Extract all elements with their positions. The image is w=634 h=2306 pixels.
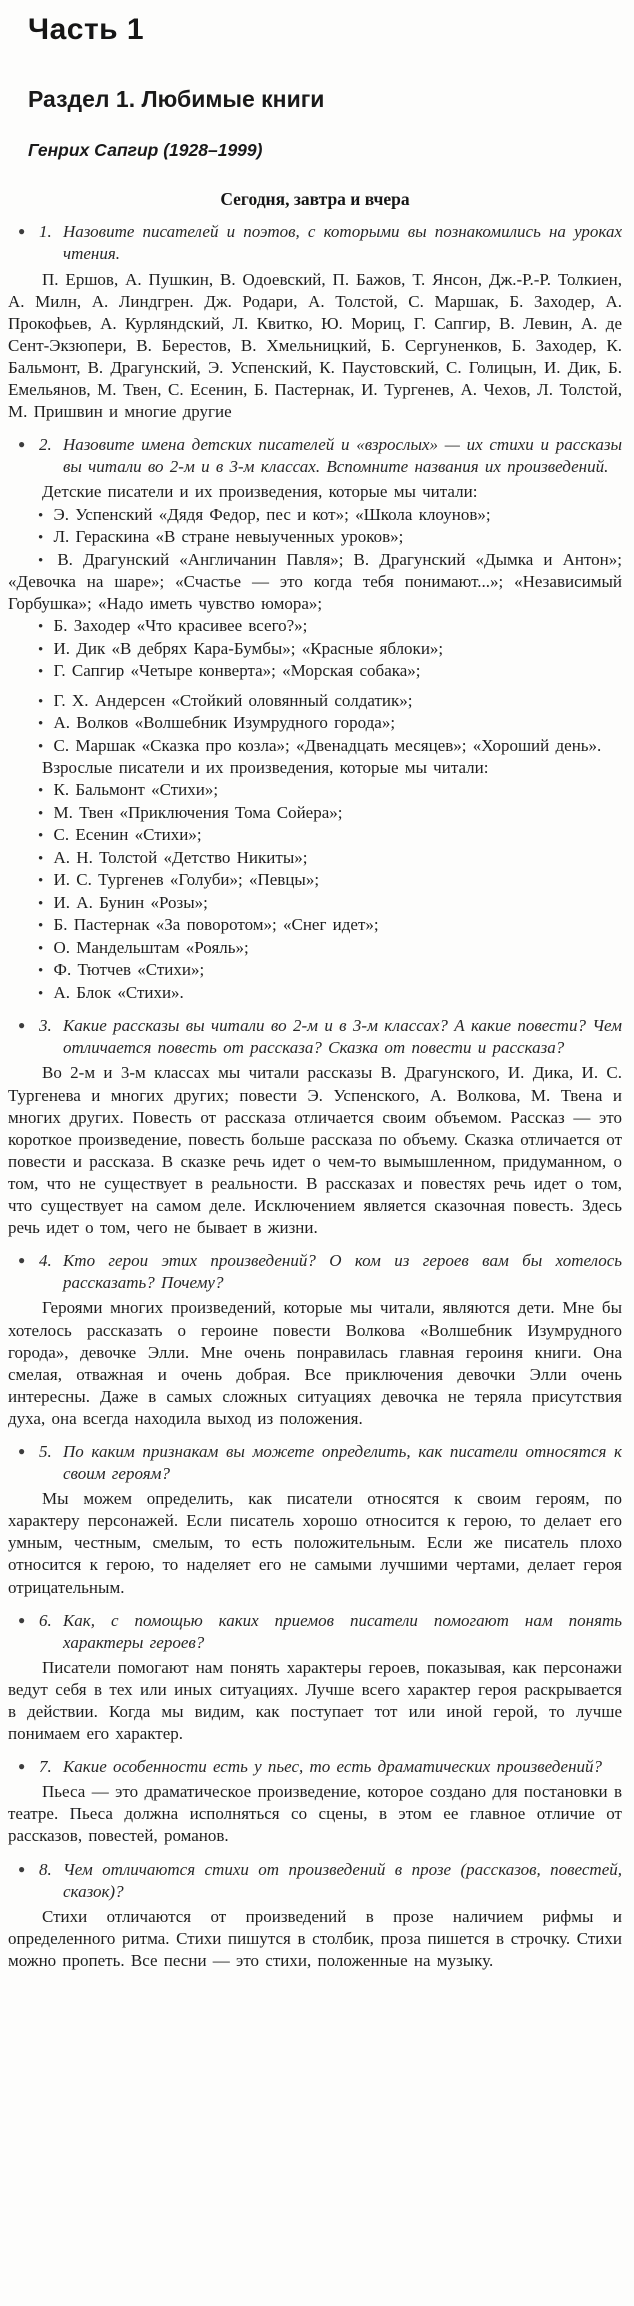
chapter-title: Сегодня, завтра и вчера: [220, 188, 410, 209]
section-title: Раздел 1. Любимые книги: [28, 86, 325, 112]
list-item: [8, 660, 622, 683]
list-item: [8, 869, 622, 892]
list-item-text: М. Твен «Приключения Тома Сойера»;: [47, 802, 343, 822]
list-item: [8, 892, 622, 915]
list-item-text: С. Есенин «Стихи»;: [47, 825, 202, 845]
list-item-text: А. Блок «Стихи».: [47, 982, 184, 1002]
list-item-text: А. Н. Толстой «Детство Никиты»;: [47, 847, 308, 867]
part-title: Часть 1: [28, 13, 145, 46]
question-number: 7.: [39, 1757, 52, 1777]
question-number: 6.: [39, 1610, 52, 1630]
question-text: Чем отличаются стихи от произведений в прозе (рассказов, повестей, сказок)?: [63, 1859, 622, 1901]
list-item-text: К. Бальмонт «Стихи»;: [47, 780, 219, 800]
list-item-text: Б. Заходер «Что красивее всего?»;: [47, 616, 308, 636]
list-item-text: Б. Пастернак «За поворотом»; «Снег идет»;: [47, 915, 379, 935]
question-bullet-icon: ●: [18, 1253, 26, 1268]
question-text: Как, с помощью каких приемов писатели помогают нам понять характеры героев?: [63, 1610, 622, 1652]
author-heading: Генрих Сапгир (1928–1999): [28, 139, 263, 160]
list-item: [8, 638, 622, 661]
content-blocks: [8, 221, 622, 1972]
question-number: 5.: [39, 1441, 52, 1461]
list-item: [8, 937, 622, 960]
bullet-icon: •: [38, 805, 44, 822]
list-item-text: Г. Сапгир «Четыре конверта»; «Морская собака»;: [47, 661, 421, 681]
bullet-icon: •: [38, 641, 44, 658]
question-bullet-icon: ●: [18, 1612, 26, 1627]
list-item-text: Ф. Тютчев «Стихи»;: [47, 960, 205, 980]
question-item: [8, 1859, 622, 1903]
list-item: [8, 982, 622, 1005]
question-text: Назовите писателей и поэтов, с которыми вы познакомились на уроках чтения.: [63, 222, 622, 264]
list-item: [8, 712, 622, 735]
list-item-text: И. Дик «В дебрях Кара-Бумбы»; «Красные яблоки»;: [47, 638, 444, 658]
bullet-icon: •: [38, 507, 44, 524]
bullet-icon: •: [38, 940, 44, 957]
bullet-icon: •: [38, 895, 44, 912]
question-number: 3.: [39, 1016, 52, 1036]
bullet-icon: •: [38, 716, 44, 733]
question-bullet-icon: ●: [18, 1443, 26, 1458]
bullet-icon: •: [38, 850, 44, 867]
list-item-text: И. С. Тургенев «Голуби»; «Певцы»;: [47, 870, 320, 890]
question-item: [8, 1610, 622, 1654]
question-item: [8, 221, 622, 265]
question-number: 1.: [39, 222, 52, 242]
list-item-text: Л. Гераскина «В стране невыученных уроков»;: [47, 527, 404, 547]
list-item: [8, 779, 622, 802]
bullet-icon: •: [38, 873, 44, 890]
bullet-icon: •: [38, 783, 44, 800]
list-item: [8, 959, 622, 982]
answer-paragraph: Во 2-м и 3-м классах мы читали рассказы В. Драгунского, И. Дика, И. С. Тургенева и многих других; повести Э. Успенского, А. Волкова, М. Твена и многих других. Повесть от рассказа отличается своим объемом. Рассказ — это короткое произведение, повесть больше рассказа по объему. Сказка отличается от повести и рассказа. В сказке речь идет о чем-то вымышленном, придуманном, о том, что не существует в реальности. В рассказах и повестях речь идет о том, что существует на самом деле. Исключением является сказочная повесть. Здесь речь идет о том, чего не бывает в жизни.: [8, 1063, 622, 1238]
bullet-icon: •: [38, 918, 44, 935]
question-number: 4.: [39, 1251, 52, 1271]
question-text: Какие рассказы вы читали во 2-м и в 3-м классах? А какие повести? Чем отличается повесть от рассказа? Сказка от повести и рассказа?: [63, 1016, 622, 1058]
list-item: [8, 549, 622, 616]
bullet-icon: •: [38, 828, 44, 845]
question-item: [8, 434, 622, 478]
list-item-text: А. Волков «Волшебник Изумрудного города»;: [47, 713, 396, 733]
question-text: Какие особенности есть у пьес, то есть драматических произведений?: [63, 1757, 603, 1777]
question-bullet-icon: ●: [18, 1861, 26, 1876]
list-item: [8, 802, 622, 825]
list-item-text: О. Мандельштам «Рояль»;: [47, 937, 249, 957]
question-item: [8, 1441, 622, 1485]
bullet-icon: •: [38, 738, 44, 755]
list-item: [8, 735, 622, 758]
list-item: [8, 690, 622, 713]
answer-paragraph: Пьеса — это драматическое произведение, которое создано для постановки в театре. Пьеса должна исполняться со сцены, в этом ее главное отличие от рассказов, повестей, романов.: [8, 1782, 622, 1846]
list-item-text: В. Драгунский «Англичанин Павля»; В. Драгунский «Дымка и Антон»; «Девочка на шаре»; «Счастье — это когда тебя понимают...»; «Независимый Горбушка»; «Надо иметь чувство юмора»;: [8, 549, 622, 614]
question-bullet-icon: ●: [18, 1018, 26, 1033]
answer-paragraph: Взрослые писатели и их произведения, которые мы читали:: [42, 758, 489, 778]
answer-paragraph: Героями многих произведений, которые мы читали, являются дети. Мне бы хотелось рассказать о героине повести Волкова «Волшебник Изумрудного города», девочке Элли. Мне очень понравилась главная героиня книги. Она смелая, отважная и очень добрая. Все приключения девочки Элли очень интересны. Даже в самых сложных ситуациях девочка не теряла присутствия духа, она всегда находила выход из положения.: [8, 1298, 622, 1428]
bullet-icon: •: [38, 693, 44, 710]
bullet-icon: •: [38, 985, 44, 1002]
answer-paragraph: Писатели помогают нам понять характеры героев, показывая, как персонажи ведут себя в тех или иных ситуациях. Лучше всего характер героя раскрывается в действии. Когда мы видим, как поступает тот или иной герой, то лучше понимаем его характер.: [8, 1657, 622, 1744]
bullet-icon: •: [38, 552, 44, 569]
question-number: 8.: [39, 1859, 52, 1879]
question-text: Назовите имена детских писателей и «взрослых» — их стихи и рассказы вы читали во 2-м и в 3-м классах. Вспомните названия их произведений.: [63, 435, 622, 477]
list-item: [8, 526, 622, 549]
list-item-text: И. А. Бунин «Розы»;: [47, 892, 208, 912]
answer-paragraph: Стихи отличаются от произведений в прозе наличием рифмы и определенного ритма. Стихи пишутся в столбик, проза пишется в строчку. Стихи можно пропеть. Все песни — это стихи, положенные на музыку.: [8, 1906, 622, 1970]
list-item-text: Э. Успенский «Дядя Федор, пес и кот»; «Школа клоунов»;: [47, 504, 491, 524]
question-number: 2.: [39, 435, 52, 455]
list-item: [8, 504, 622, 527]
question-bullet-icon: ●: [18, 437, 26, 452]
question-bullet-icon: ●: [18, 224, 26, 239]
question-bullet-icon: ●: [18, 1759, 26, 1774]
answer-paragraph: Мы можем определить, как писатели относятся к своим героям, по характеру персонажей. Если писатель хорошо относится к герою, то делает его умным, честным, смелым, то есть положительным. Если же писатель плохо относится к герою, то наделяет его не самыми лучшими чертами, делает героя отрицательным.: [8, 1489, 622, 1597]
list-item: [8, 824, 622, 847]
answer-paragraph: Детские писатели и их произведения, которые мы читали:: [42, 482, 478, 502]
bullet-icon: •: [38, 530, 44, 547]
list-item: [8, 914, 622, 937]
bullet-icon: •: [38, 619, 44, 636]
answer-paragraph: П. Ершов, А. Пушкин, В. Одоевский, П. Бажов, Т. Янсон, Дж.-Р.-Р. Толкиен, А. Милн, А. Линдгрен. Дж. Родари, А. Толстой, С. Маршак, Б. Заходер, А. Прокофьев, А. Курляндский, Л. Квитко, Ю. Мориц, Г. Сапгир, В. Левин, А. де Сент-Экзюпери, В. Берестов, В. Хмельницкий, Б. Сергуненков, Б. Заходер, К. Бальмонт, В. Драгунский, Э. Успенский, К. Паустовский, С. Голицын, И. Дик, Б. Емельянов, М. Твен, С. Есенин, Б. Пастернак, И. Тургенев, А. Чехов, Л. Толстой, М. Пришвин и многие другие: [8, 269, 622, 422]
list-item: [8, 615, 622, 638]
list-item: [8, 847, 622, 870]
question-text: Кто герои этих произведений? О ком из героев вам бы хотелось рассказать? Почему?: [63, 1251, 622, 1293]
question-item: [8, 1756, 622, 1778]
bullet-icon: •: [38, 664, 44, 681]
question-item: [8, 1015, 622, 1059]
list-item-text: Г. Х. Андерсен «Стойкий оловянный солдатик»;: [47, 690, 413, 710]
list-item-text: С. Маршак «Сказка про козла»; «Двенадцать месяцев»; «Хороший день».: [47, 735, 602, 755]
question-item: [8, 1250, 622, 1294]
bullet-icon: •: [38, 963, 44, 980]
question-text: По каким признакам вы можете определить, как писатели относятся к своим героям?: [63, 1441, 622, 1484]
